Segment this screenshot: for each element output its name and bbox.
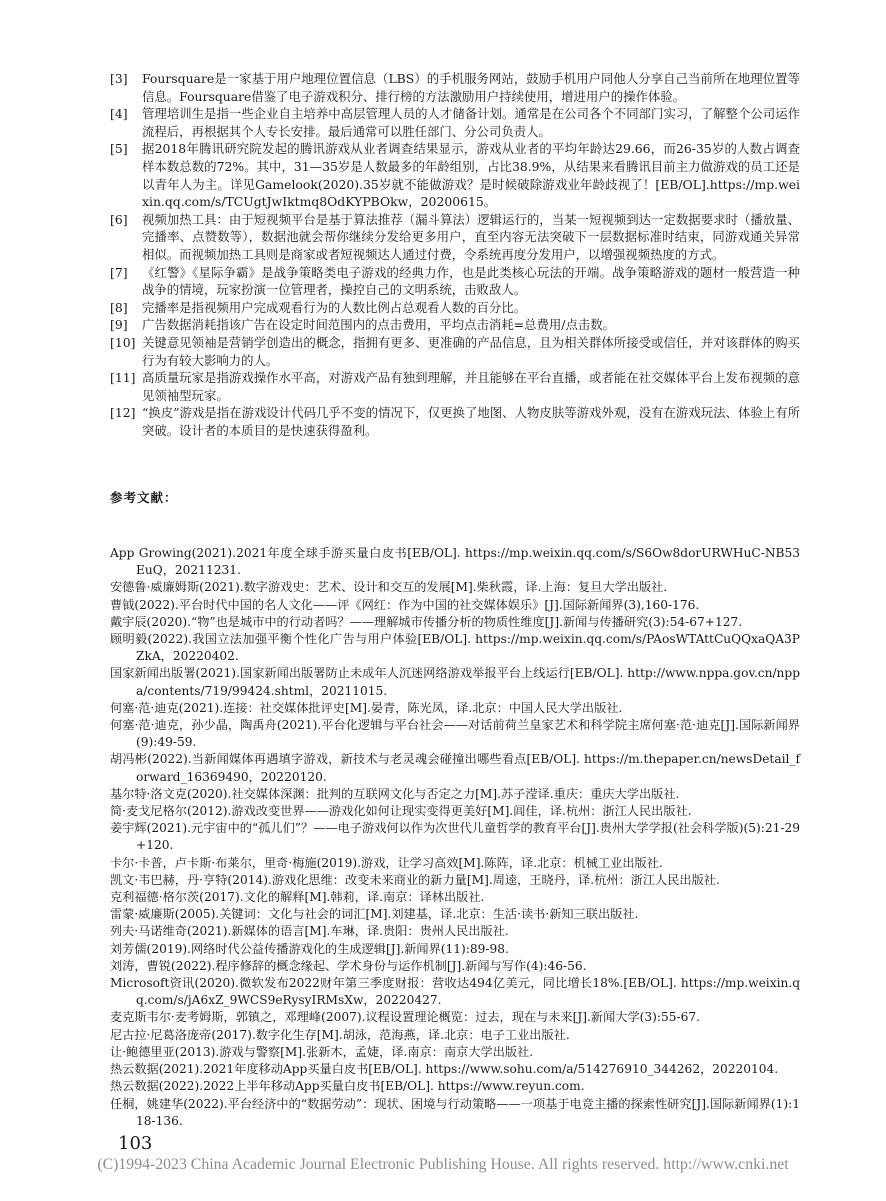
reference-entry: 基尔特·洛文克(2020).社交媒体深渊：批判的互联网文化与否定之力[M].苏子滢译.重庆：重庆大学出版社.	[110, 786, 680, 801]
reference-entry: App Growing(2021).2021年度全球手游买量白皮书[EB/OL]. https://mp.weixin.qq.com/s/S6Ow8dorURWHuC-NB53EuQ，20211231.	[110, 546, 800, 578]
copyright-footer: (C)1994-2023 China Academic Journal Electronic Publishing House. All rights reserved. http://www.cnki.net	[97, 1156, 789, 1173]
endnote-number: [11]	[110, 370, 136, 386]
endnote-text: 广告数据消耗指该广告在设定时间范围内的点击费用，平均点击消耗=总费用/点击数。	[142, 317, 616, 333]
reference-entry: 顾明毅(2022).我国立法加强平衡个性化广告与用户体验[EB/OL]. https://mp.weixin.qq.com/s/PAosWTAttCuQQxaQA3PZkA，20220402.	[110, 632, 800, 664]
reference-entry: 戴宇辰(2020).“物”也是城市中的行动者吗？——理解城市传播分析的物质性维度[J].新闻与传播研究(3):54-67+127.	[110, 614, 743, 629]
endnote-text: “换皮”游戏是指在游戏设计代码几乎不变的情况下，仅更换了地图、人物皮肤等游戏外观，没有在游戏玩法、体验上有所突破。设计者的本质目的是快速获得盈利。	[142, 405, 800, 438]
reference-entry: 何塞·范·迪克(2021).连接：社交媒体批评史[M].晏青，陈光凤，译.北京：中国人民大学出版社.	[110, 700, 623, 715]
endnote	[110, 299, 800, 317]
endnote-number: [12]	[110, 405, 136, 421]
endnote	[110, 211, 800, 264]
endnote	[110, 316, 800, 334]
endnote	[110, 404, 800, 439]
endnote-text: 据2018年腾讯研究院发起的腾讯游戏从业者调查结果显示，游戏从业者的平均年龄达29.66，而26-35岁的人数占调查样本数总数的72%。其中，31—35岁是人数最多的年龄组别，占比38.9%，从结果来看腾讯目前主力做游戏的员工还是以青年人为主。详见Gamelook(2020).35岁就不能做游戏？是时候破除游戏业年龄歧视了！[EB/OL].https://mp.weixin.qq.com/s/TCUgtJwIktmq8OdKYPBOkw，20200615。	[142, 141, 800, 210]
endnote	[110, 105, 800, 140]
endnote-text: 完播率是指视频用户完成观看行为的人数比例占总观看人数的百分比。	[142, 299, 527, 315]
reference-entry: 姜宇辉(2021).元宇宙中的“孤儿们”？——电子游戏何以作为次世代儿童哲学的教育平台[J].贵州大学学报(社会科学版)(5):21-29+120.	[110, 821, 800, 853]
references-list	[110, 545, 800, 1130]
endnote	[110, 334, 800, 369]
reference-entry: 曹钺(2022).平台时代中国的名人文化——评《网红：作为中国的社交媒体娱乐》[J].国际新闻界(3),160-176.	[110, 597, 700, 612]
endnote	[110, 70, 800, 105]
endnote-number: [8]	[110, 299, 128, 315]
reference-entry: 安德鲁·威廉姆斯(2021).数字游戏史：艺术、设计和交互的发展[M].柴秋霞，译.上海：复旦大学出版社.	[110, 580, 668, 595]
reference-entry: 让·鲍德里亚(2013).游戏与警察[M].张新木，孟婕，译.南京：南京大学出版社.	[110, 1044, 534, 1059]
reference-entry: 卡尔·卡普，卢卡斯·布莱尔，里奇·梅施(2019).游戏，让学习高效[M].陈阵，译.北京：机械工业出版社.	[110, 855, 663, 870]
reference-entry: 热云数据(2021).2021年度移动App买量白皮书[EB/OL]. https://www.sohu.com/a/514276910_344262，20220104.	[110, 1062, 779, 1077]
reference-entry: 国家新闻出版署(2021).国家新闻出版署防止未成年人沉迷网络游戏举报平台上线运行[EB/OL]. http://www.nppa.gov.cn/nppa/contents/719/99424.shtml，20211015.	[110, 666, 800, 698]
endnote-number: [6]	[110, 211, 128, 227]
endnote-number: [3]	[110, 71, 128, 86]
reference-entry: 列夫·马诺维奇(2021).新媒体的语言[M].车琳，译.贵阳：贵州人民出版社.	[110, 924, 509, 939]
endnote-text: 视频加热工具：由于短视频平台是基于算法推荐（漏斗算法）逻辑运行的，当某一短视频到达一定数据要求时（播放量、完播率、点赞数等），数据池就会帮你继续分发给更多用户，直至内容无法突破下一层数据标准时结束，同游戏通关异常相似。而视频加热工具则是商家或者短视频达人通过付费，令系统再度分发用户，以增强视频热度的方式。	[142, 211, 800, 262]
reference-entry: 雷蒙·威廉斯(2005).关键词：文化与社会的词汇[M].刘建基，译.北京：生活·读书·新知三联出版社.	[110, 907, 639, 922]
endnote	[110, 140, 800, 210]
reference-entry: 热云数据(2022).2022上半年移动App买量白皮书[EB/OL]. https://www.reyun.com.	[110, 1079, 585, 1094]
reference-entry: 简·麦戈尼格尔(2012).游戏改变世界——游戏化如何让现实变得更美好[M].闾佳，译.杭州：浙江人民出版社.	[110, 804, 692, 819]
reference-entry: Microsoft资讯(2020).微软发布2022财年第三季度财报：营收达494亿美元，同比增长18%.[EB/OL]. https://mp.weixin.qq.com/s/jA6xZ_9WCS9eRysyIRMsXw，20220427.	[110, 976, 800, 1008]
endnote-number: [5]	[110, 141, 128, 157]
endnote-text: 《红警》《星际争霸》是战争策略类电子游戏的经典力作，也是此类核心玩法的开端。战争策略游戏的题材一般营造一种战争的情境，玩家扮演一位管理者，操控自己的文明系统，击败敌人。	[142, 264, 800, 298]
endnotes	[110, 70, 800, 439]
reference-entry: 克利福德·格尔茨(2017).文化的解释[M].韩莉，译.南京：译林出版社.	[110, 890, 485, 905]
reference-entry: 刘涛，曹锐(2022).程序修辞的概念缘起、学术身份与运作机制[J].新闻与写作(4):46-56.	[110, 958, 587, 973]
endnote-text: 高质量玩家是指游戏操作水平高，对游戏产品有独到理解，并且能够在平台直播，或者能在社交媒体平台上发布视频的意见领袖型玩家。	[142, 370, 800, 403]
reference-entry: 胡冯彬(2022).当新闻媒体再遇填字游戏，新技术与老灵魂会碰撞出哪些看点[EB/OL]. https://m.thepaper.cn/newsDetail_forward_16369490，20220120.	[110, 752, 800, 784]
reference-entry: 麦克斯韦尔·麦考姆斯，郭镇之，邓理峰(2007).议程设置理论概览：过去，现在与未来[J].新闻大学(3):55-67.	[110, 1010, 701, 1025]
reference-entry: 尼古拉·尼葛洛庞帝(2017).数字化生存[M].胡泳，范海燕，译.北京：电子工业出版社.	[110, 1027, 570, 1042]
endnote-text: 关键意见领袖是营销学创造出的概念，指拥有更多、更准确的产品信息，且为相关群体所接受或信任，并对该群体的购买行为有较大影响力的人。	[142, 334, 800, 368]
reference-entry: 凯文·韦巴赫，丹·亨特(2014).游戏化思维：改变未来商业的新力量[M].周逵，王晓丹，译.杭州：浙江人民出版社.	[110, 872, 720, 887]
endnote	[110, 264, 800, 299]
endnote-text: 管理培训生是指一些企业自主培养中高层管理人员的人才储备计划。通常是在公司各个不同部门实习，了解整个公司运作流程后，再根据其个人专长安排。最后通常可以胜任部门、分公司负责人。	[142, 106, 800, 139]
endnote-text: Foursquare是一家基于用户地理位置信息（LBS）的手机服务网站，鼓励手机用户同他人分享自己当前所在地理位置等信息。Foursquare借鉴了电子游戏积分、排行榜的方法激励用户持续使用，增进用户的操作体验。	[142, 71, 800, 104]
endnote-number: [4]	[110, 106, 128, 122]
endnote-number: [7]	[110, 264, 128, 280]
endnote-number: [9]	[110, 317, 128, 333]
endnote-number: [10]	[110, 334, 136, 350]
reference-entry: 刘芳儒(2019).网络时代公益传播游戏化的生成逻辑[J].新闻界(11):89-98.	[110, 941, 509, 956]
endnote	[110, 369, 800, 404]
reference-entry: 任桐，姚建华(2022).平台经济中的“数据劳动”：现状、困境与行动策略——一项基于电竞主播的探索性研究[J].国际新闻界(1):118-136.	[110, 1096, 800, 1128]
page-number: 103	[118, 1133, 153, 1154]
references-heading: 参考文献：	[110, 490, 178, 505]
reference-entry: 何塞·范·迪克，孙少晶，陶禹舟(2021).平台化逻辑与平台社会——对话前荷兰皇家艺术和科学院主席何塞·范·迪克[J].国际新闻界(9):49-59.	[110, 718, 800, 750]
